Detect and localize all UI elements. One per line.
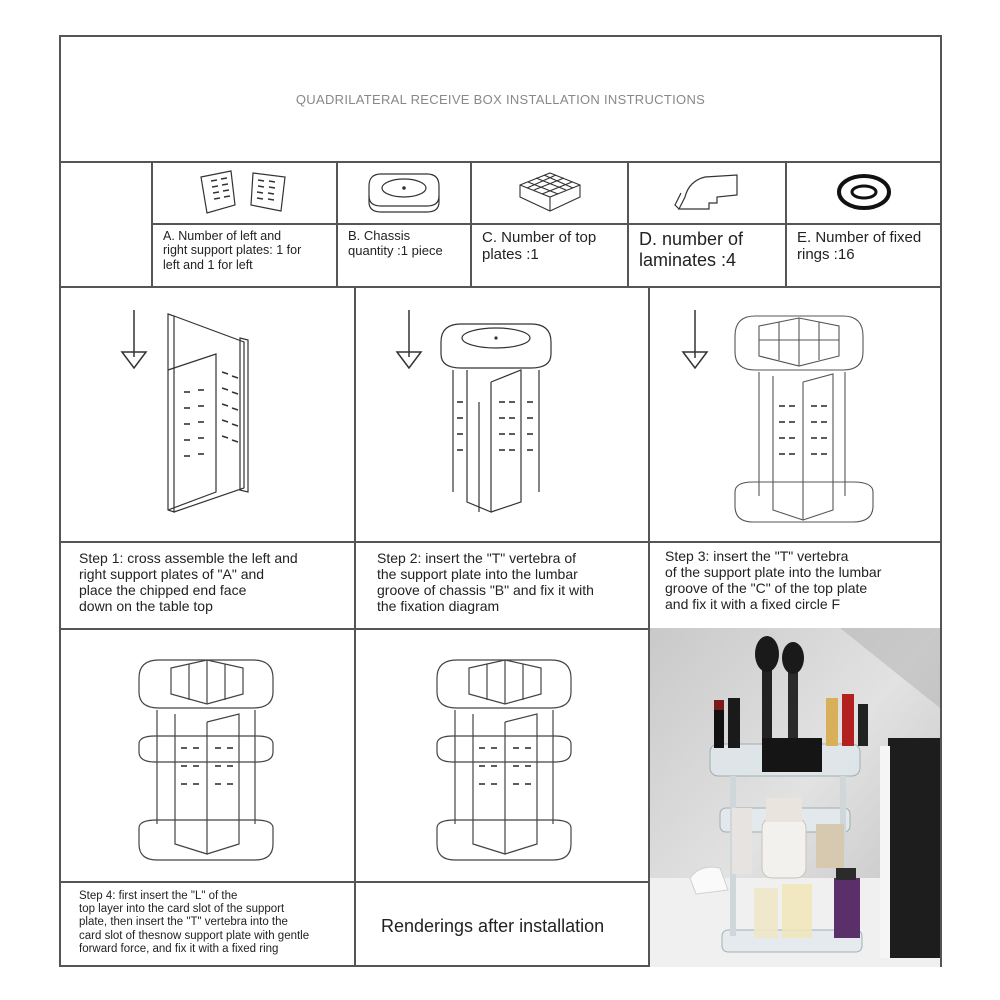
- steps-row-2: [61, 628, 940, 967]
- part-b-cell: [336, 161, 470, 286]
- part-d-label: D. number of laminates :4: [639, 229, 744, 270]
- part-e-image: [787, 161, 940, 225]
- step-1-caption: Step 1: cross assemble the left and right support plates of "A" and place the chipped end face down on the table top: [79, 550, 298, 615]
- step-4-illustration: [131, 648, 291, 868]
- part-d-image: [629, 161, 785, 225]
- parts-row: [61, 161, 940, 288]
- step-4-caption: Step 4: first insert the "L" of the top layer into the card slot of the support plate, then insert the "T" vertebra into the card slot of thesnow support plate with gentle forward force, and fix it with a fixed ring: [79, 890, 310, 955]
- part-a-image: [153, 161, 336, 225]
- top-plate-icon: [510, 167, 590, 217]
- part-e-label: E. Number of fixed rings :16: [797, 229, 922, 264]
- part-c-cell: [470, 161, 627, 286]
- chassis-icon: [359, 166, 449, 218]
- title-row: [61, 37, 940, 163]
- page-title: QUADRILATERAL RECEIVE BOX INSTALLATION INSTRUCTIONS: [295, 91, 706, 107]
- part-b-label: B. Chassis quantity :1 piece: [348, 228, 443, 258]
- assembled-illustration: [429, 648, 589, 868]
- renderings-caption: Renderings after installation: [381, 916, 605, 936]
- step-2-illustration: [391, 302, 591, 522]
- part-a-cell: [151, 161, 336, 286]
- part-b-image: [338, 161, 470, 225]
- steps-row-1: [61, 286, 940, 630]
- part-a-label: A. Number of left and right support plates: 1 for left and 1 for left: [163, 229, 302, 272]
- fixed-ring-icon: [829, 167, 899, 217]
- part-c-label: C. Number of top plates :1: [482, 229, 597, 264]
- step-2-caption: Step 2: insert the "T" vertebra of the support plate into the lumbar groove of chassis "B" and fix it with the fixation diagram: [377, 550, 594, 615]
- product-photo: [650, 628, 940, 967]
- step-3-illustration: [673, 296, 903, 526]
- part-c-image: [472, 161, 627, 225]
- step-1-illustration: [116, 302, 276, 522]
- part-d-cell: [627, 161, 785, 286]
- part-e-cell: [785, 161, 940, 286]
- instruction-sheet: [59, 35, 942, 967]
- support-plates-icon: [195, 167, 295, 217]
- laminate-icon: [667, 167, 747, 217]
- step-3-caption: Step 3: insert the "T" vertebra of the support plate into the lumbar groove of the "C" of the top plate and fix it with a fixed circle F: [665, 548, 882, 613]
- down-arrow-icon: [122, 310, 146, 368]
